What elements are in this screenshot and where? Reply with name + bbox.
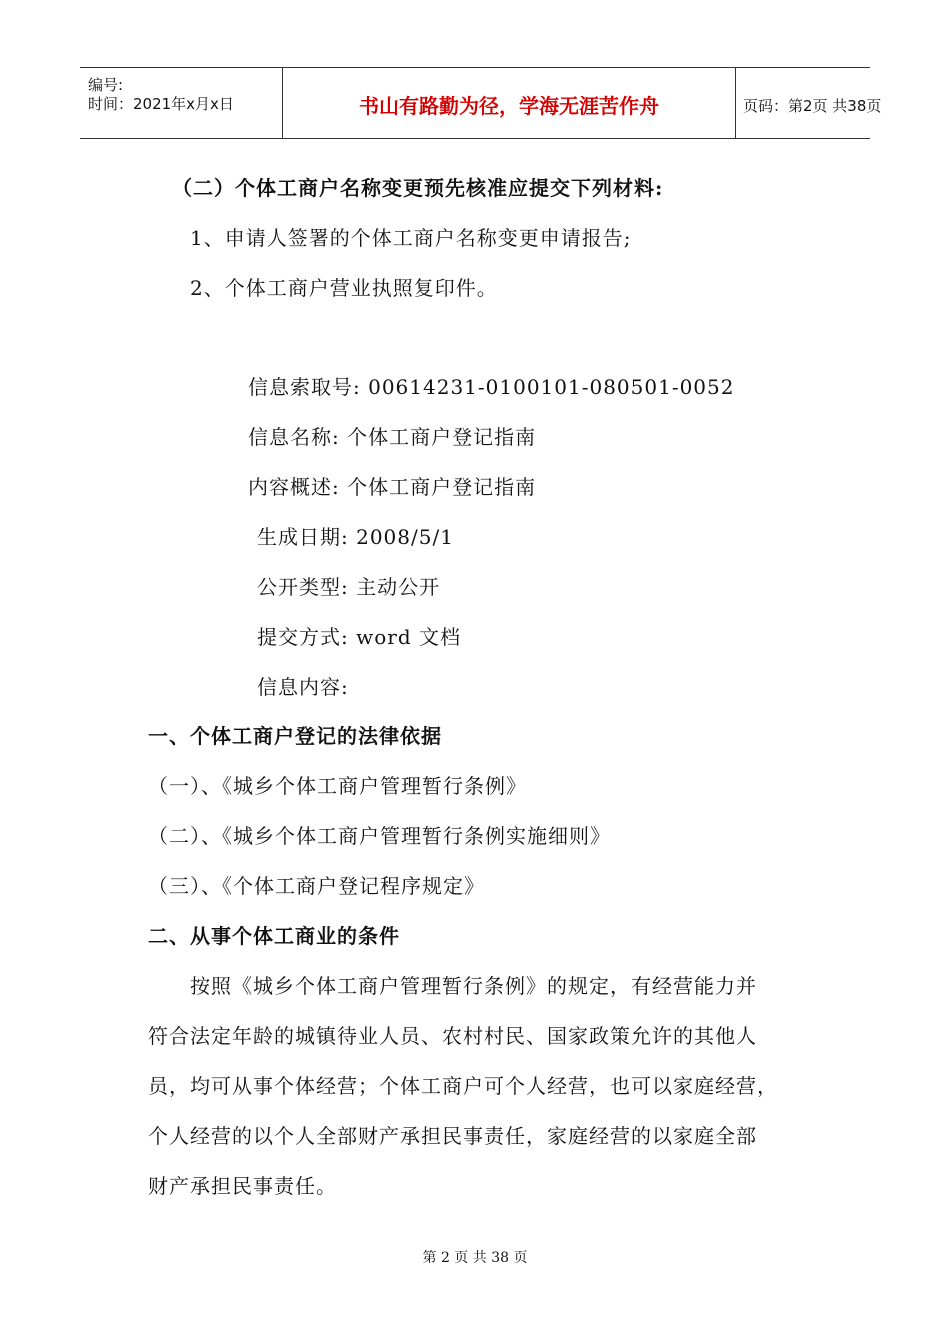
section-heading-materials: （二）个体工商户名称变更预先核准应提交下列材料: xyxy=(172,176,664,200)
page-footer: 第 2 页 共 38 页 xyxy=(422,1250,528,1266)
header-right-cell xyxy=(735,68,882,138)
info-index-number: 信息索取号: 00614231-0100101-080501-0052 xyxy=(248,375,735,399)
paragraph-line-2: 符合法定年龄的城镇待业人员、农村村民、国家政策允许的其他人 xyxy=(148,1024,757,1048)
document-time: 时间：2021年x月x日 xyxy=(88,95,234,113)
paragraph-line-4: 个人经营的以个人全部财产承担民事责任，家庭经营的以家庭全部 xyxy=(148,1124,757,1148)
section-heading-legal-basis: 一、个体工商户登记的法律依据 xyxy=(148,724,442,748)
paragraph-line-1: 按照《城乡个体工商户管理暂行条例》的规定，有经营能力并 xyxy=(190,974,757,998)
page-header xyxy=(80,67,882,139)
legal-basis-item-1: （一）、《城乡个体工商户管理暂行条例》 xyxy=(148,774,527,798)
info-generated-date: 生成日期: 2008/5/1 xyxy=(257,525,454,549)
material-item-1: 1、申请人签署的个体工商户名称变更申请报告; xyxy=(190,226,632,250)
paragraph-line-3: 员，均可从事个体经营；个体工商户可个人经营，也可以家庭经营， xyxy=(148,1074,778,1098)
info-content-label: 信息内容: xyxy=(257,675,349,699)
material-item-2: 2、个体工商户营业执照复印件。 xyxy=(190,276,498,300)
header-motto: 书山有路勤为径，学海无涯苦作舟 xyxy=(359,94,659,118)
page-indicator: 页码：第2页 共38页 xyxy=(743,97,882,115)
paragraph-line-5: 财产承担民事责任。 xyxy=(148,1174,337,1198)
legal-basis-item-3: （三）、《个体工商户登记程序规定》 xyxy=(148,874,485,898)
info-summary: 内容概述: 个体工商户登记指南 xyxy=(248,475,537,499)
legal-basis-item-2: （二）、《城乡个体工商户管理暂行条例实施细则》 xyxy=(148,824,611,848)
info-name: 信息名称: 个体工商户登记指南 xyxy=(248,425,537,449)
info-disclosure-type: 公开类型: 主动公开 xyxy=(257,575,441,599)
info-submission-method: 提交方式: word 文档 xyxy=(257,625,461,649)
section-heading-conditions: 二、从事个体工商业的条件 xyxy=(148,924,400,948)
document-number-label: 编号: xyxy=(88,76,124,94)
header-left-cell xyxy=(80,68,282,138)
header-motto-cell xyxy=(282,68,736,138)
